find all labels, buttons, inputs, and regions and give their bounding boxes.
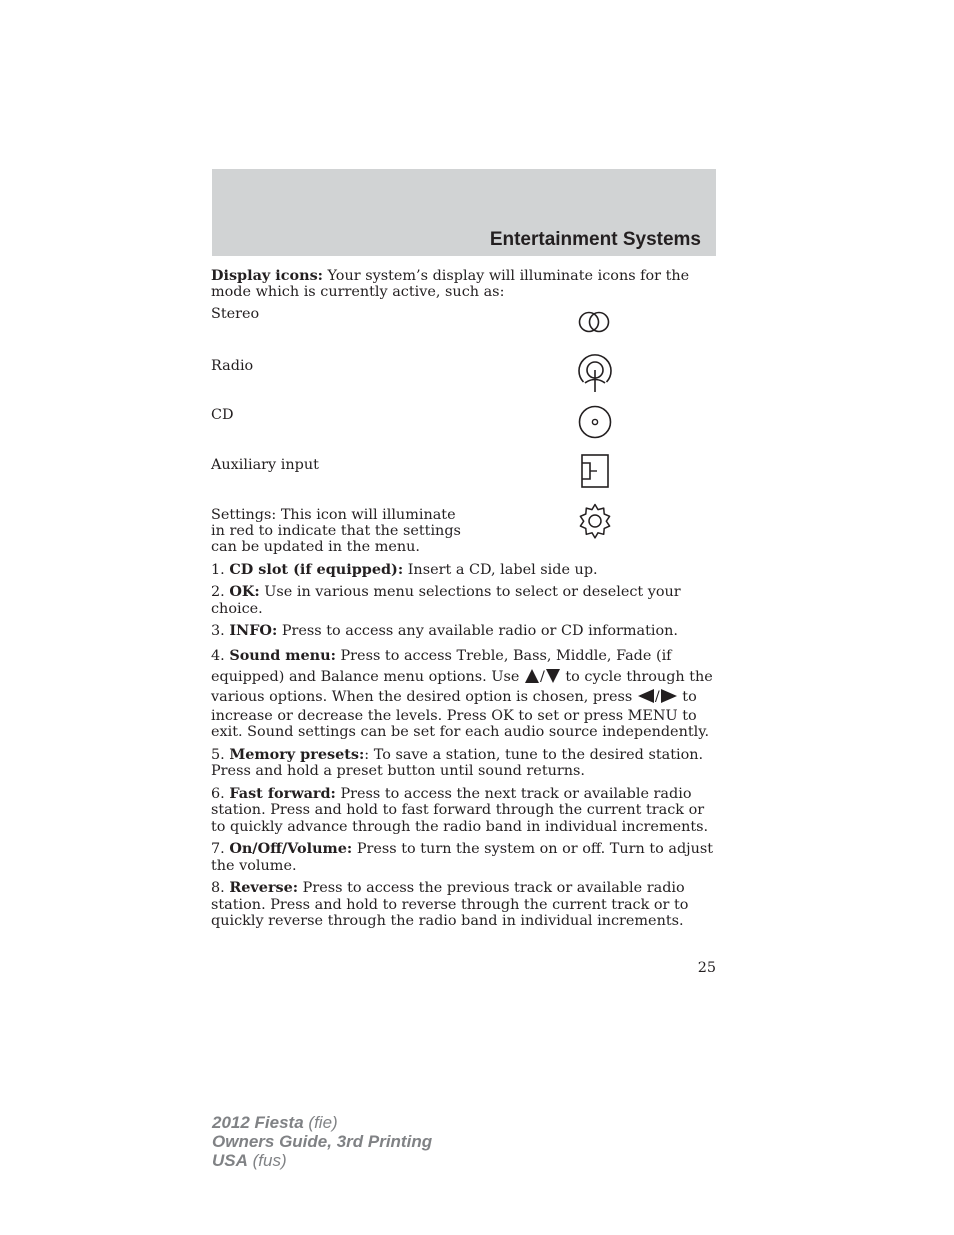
stereo-icon: [577, 310, 613, 334]
item-label: Sound menu:: [229, 647, 336, 665]
arrow-separator: /: [654, 689, 660, 706]
footer-model-line: [212, 1113, 432, 1132]
settings-gear-icon: [577, 503, 613, 539]
display-icon-row-cd: [211, 407, 716, 457]
item-memory-presets: [211, 747, 716, 780]
section-header-band: [212, 169, 716, 256]
item-label: Fast forward:: [229, 784, 336, 802]
item-number: 2.: [211, 584, 230, 601]
auxiliary-input-icon: [577, 453, 613, 489]
footer-market-code: (fus): [247, 1151, 287, 1170]
item-label: Reverse:: [229, 879, 299, 897]
item-text: Use in various menu selections to select or deselect your choice.: [211, 584, 681, 617]
intro-label: Display icons:: [211, 267, 323, 284]
display-icon-row-radio: [211, 358, 716, 407]
footer-market-line: [212, 1151, 432, 1170]
display-icon-label-radio: Radio: [211, 357, 254, 374]
item-reverse: [211, 880, 716, 929]
item-info: [211, 623, 716, 639]
item-sound-menu-text-bottom: increase or decrease the levels. Press OK to set or press MENU to exit. Sound settings can be set for each audio source independently.: [211, 707, 710, 741]
footer-guide: Owners Guide, 3rd Printing: [212, 1132, 433, 1151]
radio-antenna-icon: [577, 352, 613, 394]
display-icon-label-cd: CD: [211, 406, 234, 423]
item-number: 3.: [211, 623, 230, 640]
arrow-down-icon: [545, 668, 561, 684]
item-sound-menu-text-top: [211, 646, 716, 708]
display-icon-label-auxiliary-input: Auxiliary input: [211, 456, 319, 473]
item-number: 6.: [211, 785, 230, 802]
item-number: 1.: [211, 561, 230, 578]
item-on-off-volume: [211, 841, 716, 874]
item-label: CD slot (if equipped):: [229, 560, 404, 578]
item-ok: [211, 584, 716, 617]
item-sound-menu: [211, 646, 716, 740]
item-text: to: [677, 689, 697, 706]
item-label: On/Off/Volume:: [229, 840, 353, 858]
page-number: 25: [697, 960, 716, 976]
item-text: to cycle through the various options. When the desired option is chosen, press: [211, 668, 713, 706]
display-icon-row-stereo: [211, 306, 716, 358]
item-text: : To save a station, tune to the desired station. Press and hold a preset button until sound returns.: [211, 746, 704, 780]
arrow-up-icon: [524, 668, 540, 684]
item-text: Press to access the previous track or available radio station. Press and hold to reverse through the current track or to quickly reverse through the radio band in individual increments.: [211, 880, 689, 930]
item-text: Press to access the next track or available radio station. Press and hold to fast forward through the current track or to quickly advance through the radio band in individual increments.: [211, 785, 709, 835]
item-number: 7.: [211, 841, 230, 858]
item-text: Press to access Treble, Bass, Middle, Fade (if equipped) and Balance menu options. Use: [211, 648, 672, 685]
arrow-left-icon: [637, 688, 655, 704]
footer-model: 2012 Fiesta: [212, 1113, 304, 1132]
intro-text: Your system’s display will illuminate icons for the mode which is currently active, such as:: [211, 268, 690, 301]
arrow-separator: /: [539, 668, 545, 685]
display-icon-label-stereo: Stereo: [211, 305, 260, 322]
item-text: Press to access any available radio or CD information.: [277, 623, 678, 640]
display-icon-row-settings: [211, 507, 716, 562]
display-icon-row-auxiliary-input: [211, 457, 716, 507]
page-content: [211, 268, 716, 936]
arrow-right-icon: [660, 688, 678, 704]
item-number: 4.: [211, 648, 230, 665]
footer-market: USA: [212, 1151, 248, 1170]
item-label: OK:: [229, 583, 260, 601]
item-label: INFO:: [229, 622, 278, 640]
item-fast-forward: [211, 786, 716, 835]
document-footer: [212, 1113, 432, 1170]
item-label: Memory presets:: [229, 745, 365, 763]
intro-paragraph: [211, 268, 716, 301]
item-cd-slot: [211, 562, 716, 578]
section-title: Entertainment Systems: [489, 229, 701, 250]
footer-model-code: (fie): [303, 1113, 338, 1132]
cd-disc-icon: [577, 404, 613, 440]
item-text: Insert a CD, label side up.: [403, 561, 598, 578]
display-icon-label-settings: Settings: This icon will illuminate in red to indicate that the settings can be updated in the menu.: [211, 506, 461, 556]
item-number: 5.: [211, 746, 230, 763]
item-text: Press to turn the system on or off. Turn to adjust the volume.: [211, 841, 714, 874]
item-number: 8.: [211, 880, 230, 897]
